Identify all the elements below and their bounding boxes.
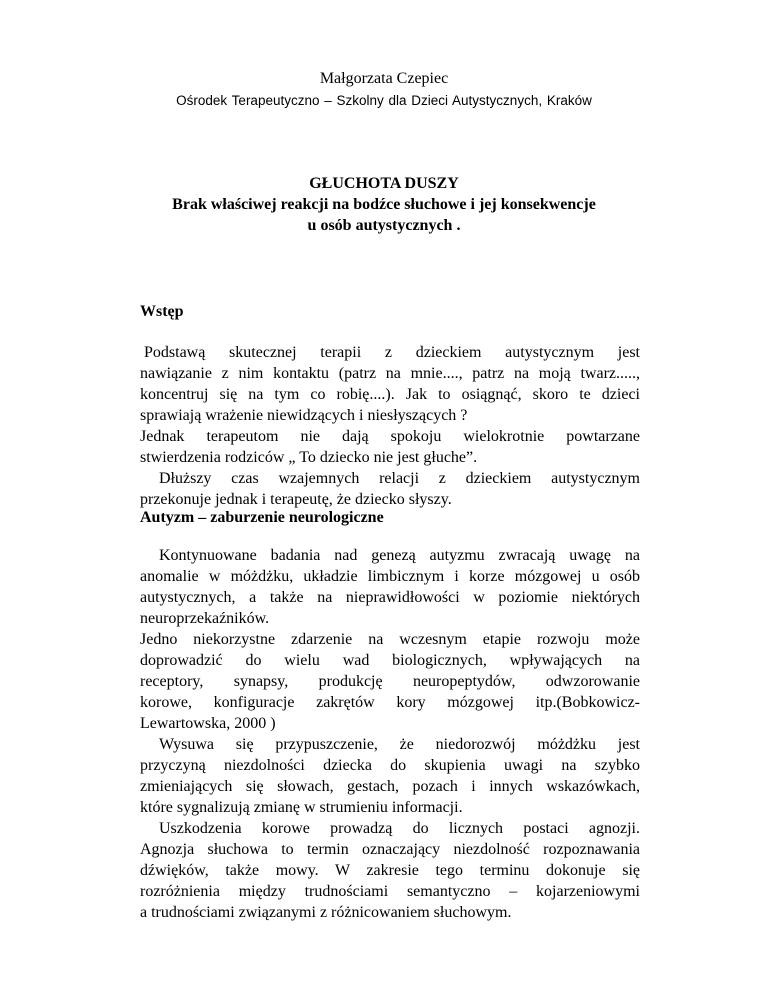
- text-line: które sygnalizują zmianę w strumieniu informacji.: [140, 799, 463, 816]
- author-affiliation: Ośrodek Terapeutyczno – Szkolny dla Dzieci Autystycznych, Kraków: [176, 93, 592, 108]
- text-line: sprawiają wrażenie niewidzących i niesłyszących ?: [140, 407, 468, 424]
- text-line: przekonuje jednak i terapeutę, że dziecko słyszy.: [140, 491, 452, 508]
- text-line: Jednak terapeutom nie dają spokoju wielokrotnie powtarzane: [140, 428, 640, 445]
- text-line: a trudnościami związanymi z różnicowaniem słuchowym.: [140, 904, 512, 921]
- text-line: receptory, synapsy, produkcję neuropeptydów, odwzorowanie: [140, 673, 640, 690]
- text-line: koncentruj się na tym co robię....). Jak to osiągnąć, skoro te dzieci: [140, 386, 640, 403]
- text-line: rozróżnienia między trudnościami semantyczno – kojarzeniowymi: [140, 883, 640, 900]
- text-line: dźwięków, także mowy. W zakresie tego terminu dokonuje się: [140, 862, 640, 879]
- text-line: przyczyną niezdolności dziecka do skupienia uwagi na szybko: [140, 757, 640, 774]
- text-line: Lewartowska, 2000 ): [140, 715, 276, 732]
- section-heading-neurology: Autyzm – zaburzenie neurologiczne: [140, 509, 384, 526]
- section-body-intro: [140, 342, 640, 510]
- text-line: zmieniających się słowach, gestach, pozach i innych wskazówkach,: [140, 778, 640, 795]
- text-line: Dłuższy czas wzajemnych relacji z dzieckiem autystycznym: [159, 470, 640, 487]
- text-line: Jedno niekorzystne zdarzenie na wczesnym etapie rozwoju może: [140, 631, 640, 648]
- text-line: nawiązanie z nim kontaktu (patrz na mnie...., patrz na moją twarz.....,: [140, 365, 640, 382]
- text-line: Wysuwa się przypuszczenie, że niedorozwój móżdżku jest: [159, 736, 640, 753]
- text-line: doprowadzić do wielu wad biologicznych, wpływających na: [140, 652, 640, 669]
- text-line: Uszkodzenia korowe prowadzą do licznych postaci agnozji.: [159, 820, 640, 837]
- text-line: Agnozja słuchowa to termin oznaczający niezdolność rozpoznawania: [140, 841, 640, 858]
- text-line: neuroprzekaźników.: [140, 610, 270, 627]
- section-heading-intro: Wstęp: [140, 303, 184, 320]
- section-body-neurology: [140, 545, 640, 923]
- text-line: korowe, konfiguracje zakrętów kory mózgowej itp.(Bobkowicz-: [140, 694, 640, 711]
- text-line: Podstawą skutecznej terapii z dzieckiem autystycznym jest: [144, 344, 640, 361]
- text-line: autystycznych, a także na nieprawidłowości w poziomie niektórych: [140, 589, 640, 606]
- title-main: GŁUCHOTA DUSZY: [309, 175, 459, 192]
- text-line: stwierdzenia rodziców „ To dziecko nie jest głuche”.: [140, 449, 478, 466]
- document-title: [0, 173, 768, 236]
- title-subtitle-line1: Brak właściwej reakcji na bodźce słuchowe i jej konsekwencje: [172, 196, 596, 213]
- text-line: anomalie w móżdżku, układzie limbicznym i korze mózgowej u osób: [140, 568, 640, 585]
- text-line: Kontynuowane badania nad genezą autyzmu zwracają uwagę na: [159, 547, 640, 564]
- title-subtitle-line2: u osób autystycznych .: [307, 217, 461, 234]
- author-name: Małgorzata Czepiec: [319, 70, 449, 87]
